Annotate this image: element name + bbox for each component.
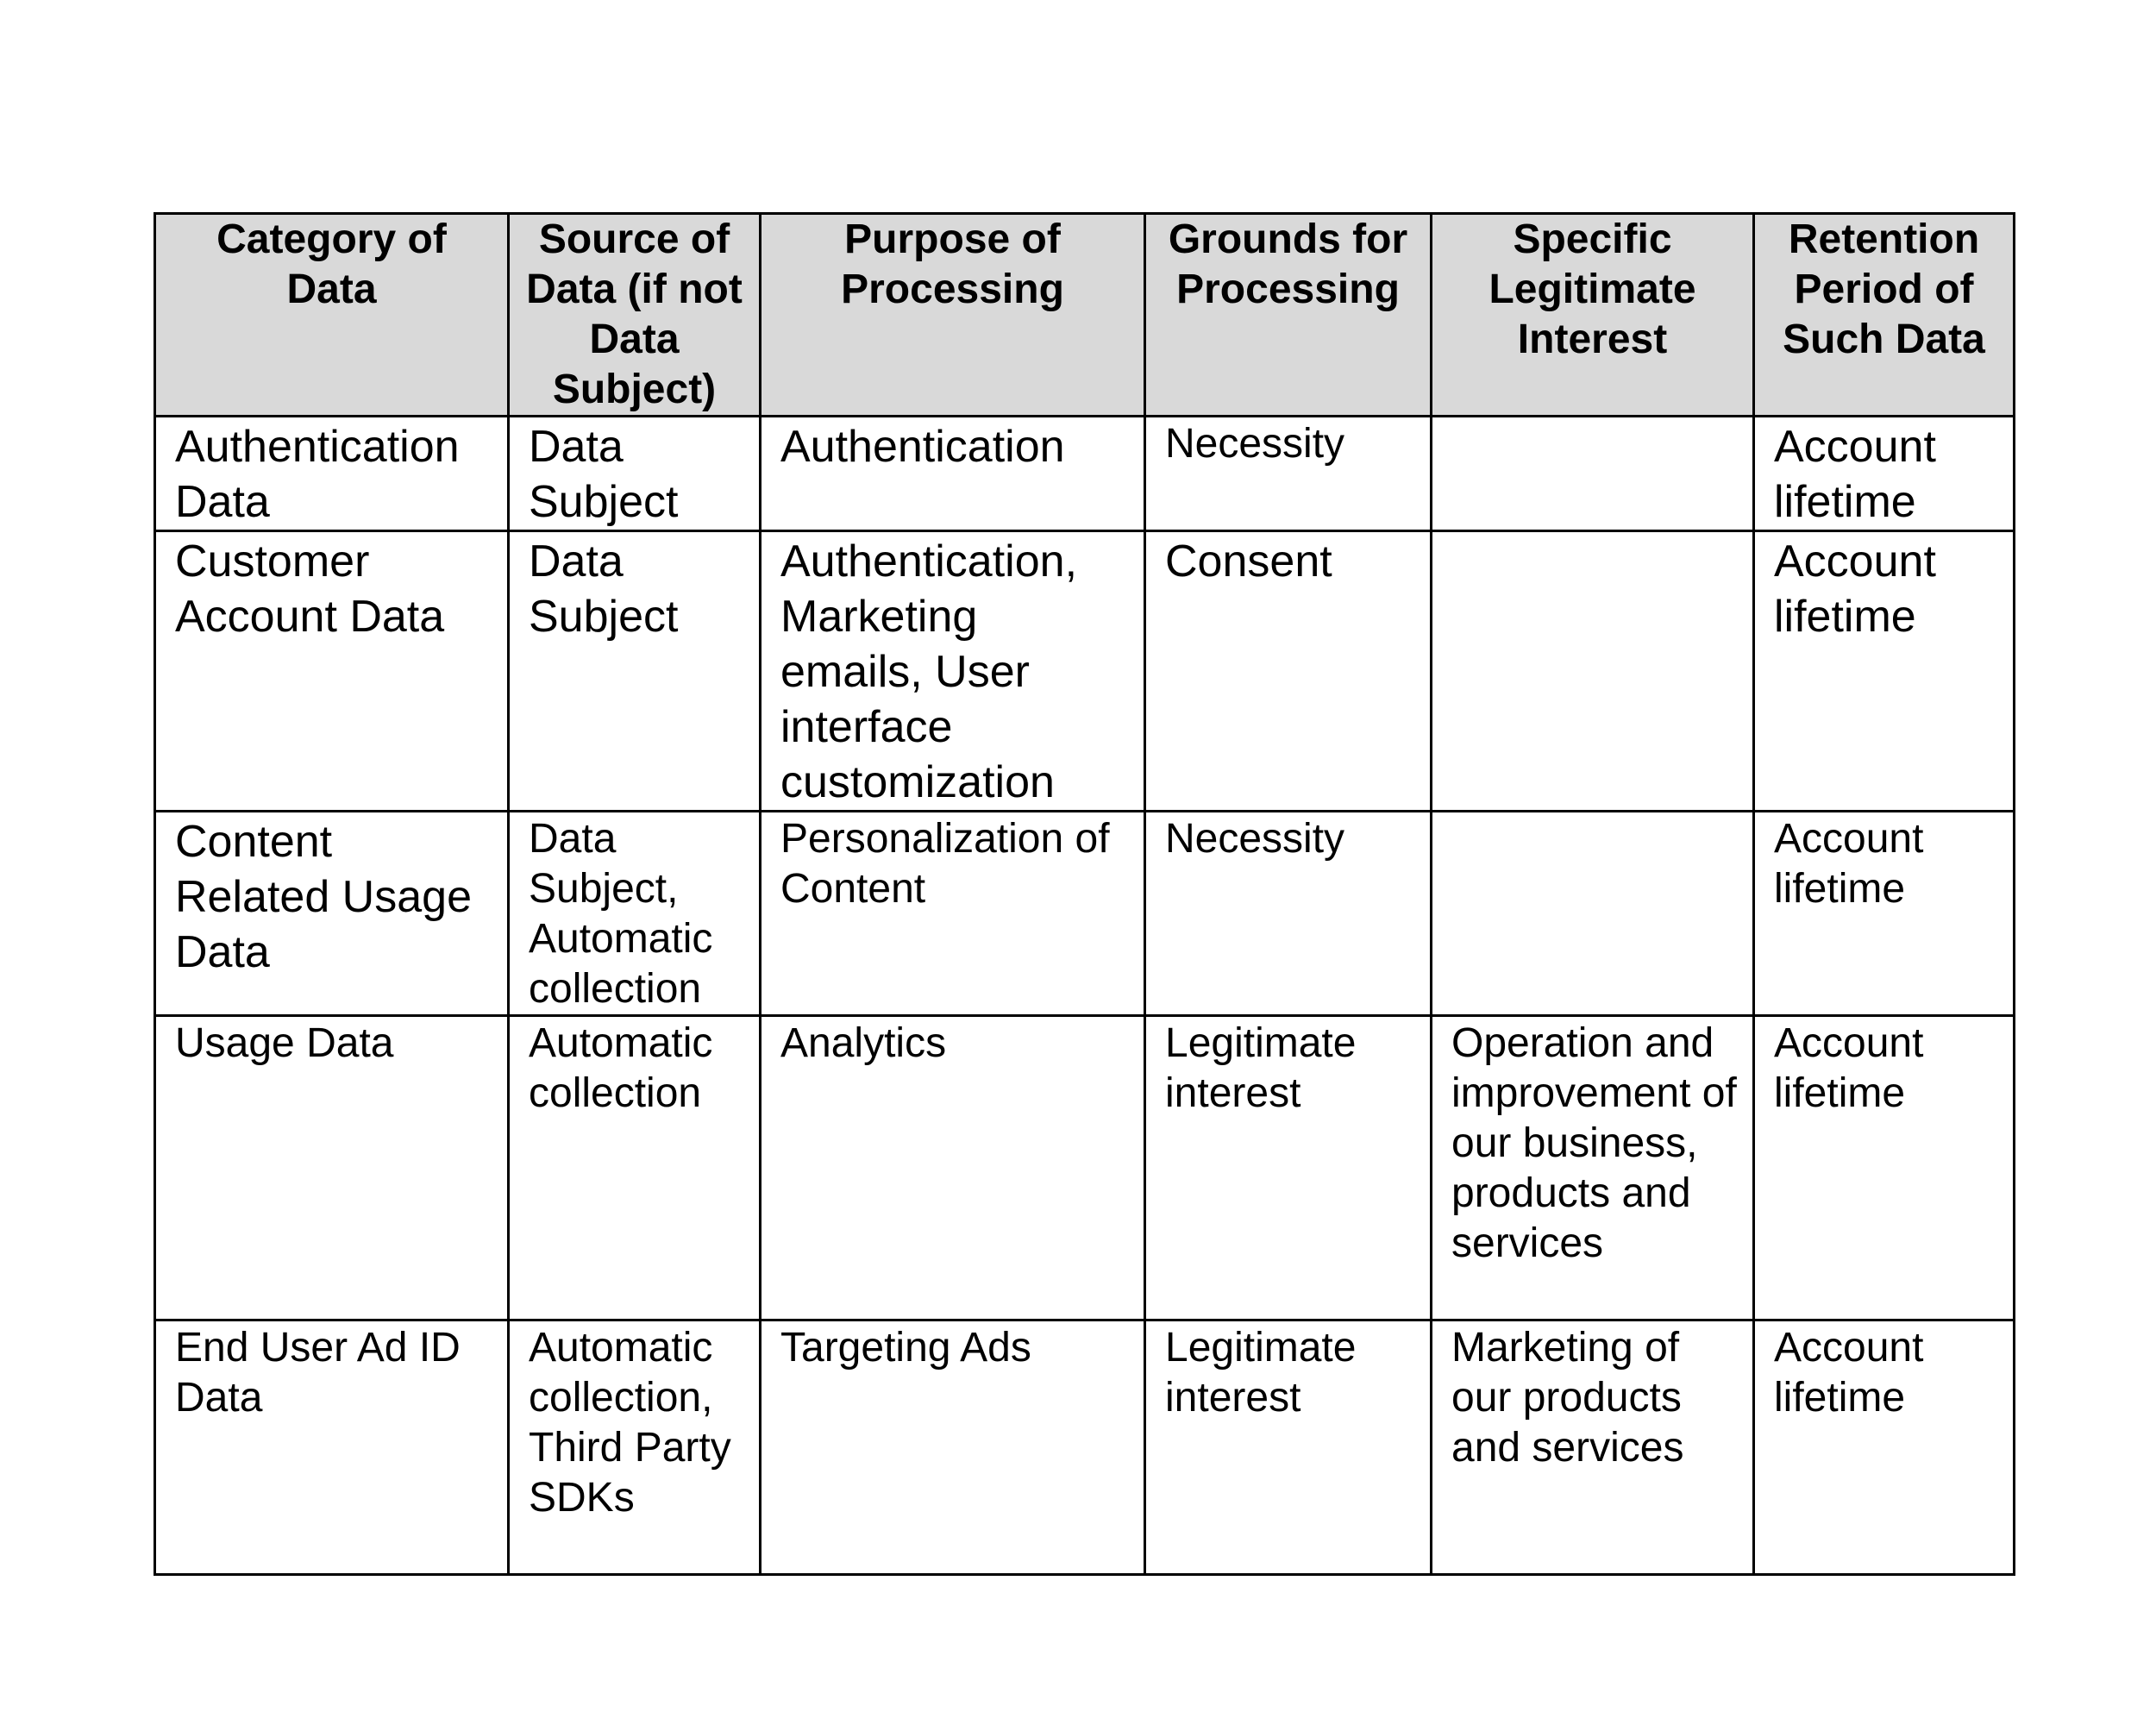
header-row: [155, 214, 2015, 417]
header-grounds: Grounds for Processing: [1145, 214, 1432, 417]
header-retention: Retention Period of Such Data: [1754, 214, 2015, 417]
header-category: Category of Data: [155, 214, 509, 417]
cell-legitimate-interest: [1432, 531, 1754, 812]
cell-retention: Account lifetime: [1754, 812, 2015, 1016]
cell-source: Data Subject: [509, 417, 761, 531]
table-row: [155, 417, 2015, 531]
header-source: Source of Data (if not Data Subject): [509, 214, 761, 417]
table-row: [155, 812, 2015, 1016]
cell-grounds: Consent: [1145, 531, 1432, 812]
cell-source: Data Subject, Automatic collection: [509, 812, 761, 1016]
cell-retention: Account lifetime: [1754, 1320, 2015, 1575]
cell-grounds: Necessity: [1145, 812, 1432, 1016]
table-header: [155, 214, 2015, 417]
table-body: [155, 417, 2015, 1575]
table-row: [155, 1320, 2015, 1575]
cell-category: Usage Data: [155, 1016, 509, 1320]
cell-grounds: Necessity: [1145, 417, 1432, 531]
cell-purpose: Analytics: [761, 1016, 1145, 1320]
cell-category: Content Related Usage Data: [155, 812, 509, 1016]
cell-source: Automatic collection, Third Party SDKs: [509, 1320, 761, 1575]
cell-legitimate-interest: [1432, 417, 1754, 531]
cell-purpose: Targeting Ads: [761, 1320, 1145, 1575]
cell-purpose: Authentication, Marketing emails, User interface customization: [761, 531, 1145, 812]
cell-source: Data Subject: [509, 531, 761, 812]
table-row: [155, 531, 2015, 812]
data-processing-table: [154, 212, 2015, 1576]
cell-legitimate-interest: [1432, 812, 1754, 1016]
cell-legitimate-interest: Operation and improvement of our business, products and services: [1432, 1016, 1754, 1320]
cell-grounds: Legitimate interest: [1145, 1320, 1432, 1575]
cell-grounds: Legitimate interest: [1145, 1016, 1432, 1320]
cell-retention: Account lifetime: [1754, 1016, 2015, 1320]
cell-source: Automatic collection: [509, 1016, 761, 1320]
cell-legitimate-interest: Marketing of our products and services: [1432, 1320, 1754, 1575]
cell-purpose: Authentication: [761, 417, 1145, 531]
header-purpose: Purpose of Processing: [761, 214, 1145, 417]
header-legitimate-interest: Specific Legitimate Interest: [1432, 214, 1754, 417]
table-row: [155, 1016, 2015, 1320]
cell-category: End User Ad ID Data: [155, 1320, 509, 1575]
cell-retention: Account lifetime: [1754, 531, 2015, 812]
cell-retention: Account lifetime: [1754, 417, 2015, 531]
cell-purpose: Personalization of Content: [761, 812, 1145, 1016]
cell-category: Authentication Data: [155, 417, 509, 531]
cell-category: Customer Account Data: [155, 531, 509, 812]
